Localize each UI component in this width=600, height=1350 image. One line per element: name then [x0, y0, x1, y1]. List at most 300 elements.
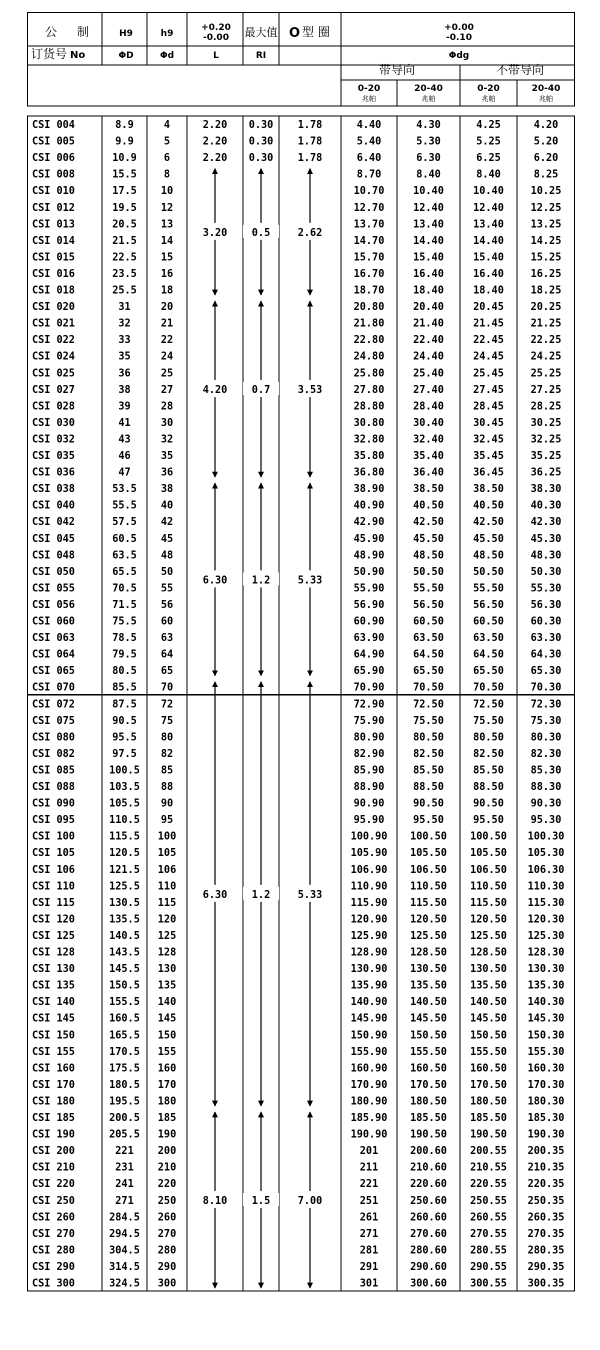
groove-dia-guided-0-20: 70.90 — [353, 682, 385, 694]
groove-dia-unguided-20-40: 115.30 — [527, 897, 565, 909]
groove-dia-unguided-0-20: 300.55 — [470, 1278, 507, 1290]
groove-dia-guided-0-20: 22.80 — [353, 335, 385, 347]
groove-dia-unguided-0-20: 42.50 — [473, 517, 504, 529]
order-number: CSI 006 — [32, 153, 75, 165]
groove-dia-guided-0-20: 48.90 — [353, 550, 385, 562]
bore-diameter: 324.5 — [109, 1278, 140, 1290]
bore-diameter: 271 — [115, 1195, 134, 1207]
length-L: 6.30 — [202, 889, 228, 901]
groove-dia-unguided-20-40: 200.35 — [527, 1146, 565, 1158]
groove-dia-guided-20-40: 70.50 — [413, 682, 444, 694]
groove-dia-guided-20-40: 8.40 — [416, 169, 441, 181]
groove-dia-unguided-0-20: 190.50 — [470, 1129, 507, 1141]
groove-dia-guided-0-20: 72.90 — [353, 699, 385, 711]
order-number: CSI 270 — [32, 1228, 75, 1240]
header-o-ring: 型 圈 — [302, 25, 330, 39]
groove-dia-unguided-20-40: 130.30 — [527, 964, 565, 976]
groove-dia-guided-20-40: 88.50 — [413, 782, 444, 793]
rod-diameter: 24 — [160, 351, 174, 363]
groove-dia-guided-0-20: 180.90 — [350, 1096, 388, 1108]
radius-RI: 1.2 — [251, 889, 271, 901]
groove-dia-guided-20-40: 125.50 — [410, 930, 447, 942]
groove-dia-unguided-20-40: 5.20 — [533, 136, 559, 148]
order-number: CSI 032 — [32, 434, 75, 446]
groove-dia-guided-20-40: 13.40 — [413, 219, 444, 231]
groove-dia-guided-0-20: 95.90 — [353, 815, 385, 827]
rod-diameter: 85 — [160, 765, 174, 777]
group-cell — [197, 169, 328, 295]
bore-diameter: 65.5 — [112, 566, 137, 578]
groove-dia-guided-20-40: 56.50 — [413, 599, 444, 611]
bore-diameter: 10.9 — [112, 153, 137, 165]
groove-dia-unguided-0-20: 106.50 — [470, 864, 507, 876]
o-ring-size: 1.78 — [297, 120, 323, 131]
radius-RI: 0.30 — [248, 153, 274, 165]
groove-dia-guided-20-40: 100.50 — [410, 831, 447, 843]
o-ring-size: 5.33 — [297, 575, 323, 587]
bore-diameter: 32 — [118, 318, 131, 330]
rod-diameter: 22 — [160, 335, 174, 347]
groove-dia-unguided-20-40: 14.25 — [530, 235, 562, 247]
order-number: CSI 115 — [32, 897, 75, 909]
order-number: CSI 040 — [32, 500, 75, 512]
groove-dia-unguided-0-20: 27.45 — [473, 384, 504, 396]
bore-diameter: 19.5 — [112, 202, 137, 214]
order-number: CSI 185 — [32, 1113, 75, 1124]
groove-dia-unguided-0-20: 65.50 — [473, 666, 504, 678]
bore-diameter: 143.5 — [109, 947, 140, 959]
groove-dia-unguided-20-40: 110.30 — [527, 881, 565, 893]
groove-dia-unguided-20-40: 140.30 — [527, 997, 565, 1009]
table-row — [32, 1229, 564, 1240]
rod-diameter: 75 — [160, 715, 174, 727]
groove-dia-unguided-0-20: 170.50 — [470, 1079, 507, 1091]
table-row — [32, 468, 561, 479]
groove-dia-unguided-20-40: 280.35 — [527, 1245, 565, 1257]
groove-dia-guided-0-20: 145.90 — [350, 1013, 388, 1025]
groove-dia-guided-0-20: 201 — [359, 1146, 379, 1158]
rod-diameter: 65 — [160, 666, 174, 678]
bore-diameter: 221 — [115, 1146, 134, 1158]
order-number: CSI 056 — [32, 599, 75, 611]
groove-dia-guided-0-20: 128.90 — [350, 947, 388, 959]
table-row — [32, 749, 561, 760]
pressure-unit: 兆帕 — [362, 95, 376, 103]
order-number: CSI 022 — [32, 335, 75, 347]
pressure-range: 0-20 — [477, 84, 500, 94]
groove-dia-unguided-0-20: 250.55 — [470, 1195, 507, 1207]
groove-dia-unguided-20-40: 290.35 — [527, 1261, 565, 1273]
groove-dia-unguided-20-40: 36.25 — [530, 467, 562, 479]
groove-dia-guided-20-40: 15.40 — [413, 252, 444, 264]
groove-dia-guided-20-40: 128.50 — [410, 947, 447, 959]
groove-dia-guided-20-40: 120.50 — [410, 914, 447, 926]
table-row — [32, 699, 561, 710]
rod-diameter: 135 — [157, 980, 177, 992]
groove-dia-unguided-0-20: 48.50 — [473, 550, 504, 562]
bore-diameter: 15.5 — [112, 169, 137, 181]
bore-diameter: 8.9 — [115, 120, 134, 131]
groove-dia-unguided-0-20: 55.50 — [473, 583, 504, 595]
groove-dia-unguided-0-20: 6.25 — [476, 153, 501, 165]
table-row — [32, 434, 561, 445]
groove-dia-guided-20-40: 65.50 — [413, 666, 444, 678]
bore-diameter: 314.5 — [109, 1261, 140, 1273]
order-number: CSI 120 — [32, 914, 75, 926]
groove-dia-guided-20-40: 130.50 — [410, 964, 447, 976]
o-ring-size: 2.62 — [297, 227, 323, 239]
groove-dia-unguided-0-20: 22.45 — [473, 335, 504, 347]
groove-dia-unguided-20-40: 4.20 — [533, 120, 559, 131]
pressure-unit: 兆帕 — [481, 95, 496, 103]
groove-dia-unguided-0-20: 63.50 — [473, 633, 504, 645]
table-row — [32, 1030, 564, 1041]
order-number: CSI 072 — [32, 699, 75, 711]
groove-dia-guided-20-40: 185.50 — [410, 1113, 447, 1124]
order-number: CSI 048 — [32, 550, 75, 562]
groove-dia-unguided-0-20: 30.45 — [473, 417, 504, 429]
bore-diameter: 150.5 — [109, 980, 140, 992]
groove-dia-unguided-0-20: 100.50 — [470, 831, 507, 843]
rod-diameter: 150 — [157, 1030, 177, 1042]
rod-diameter: 106 — [157, 864, 177, 876]
groove-dia-guided-20-40: 106.50 — [410, 864, 447, 876]
rod-diameter: 36 — [160, 467, 174, 479]
bore-diameter: 160.5 — [109, 1013, 140, 1025]
o-ring-size: 5.33 — [297, 889, 323, 901]
bore-diameter: 195.5 — [109, 1096, 140, 1108]
bore-diameter: 80.5 — [112, 666, 137, 678]
groove-dia-guided-0-20: 5.40 — [356, 136, 382, 148]
order-number: CSI 128 — [32, 947, 75, 959]
groove-dia-guided-0-20: 65.90 — [353, 666, 385, 678]
groove-dia-unguided-20-40: 16.25 — [530, 268, 562, 280]
groove-dia-unguided-0-20: 28.45 — [473, 401, 504, 413]
header-order-no: 订货号 — [31, 47, 68, 61]
groove-dia-guided-20-40: 75.50 — [413, 715, 444, 727]
rod-diameter: 80 — [160, 732, 174, 744]
groove-dia-unguided-0-20: 135.50 — [470, 980, 507, 992]
table-header — [31, 23, 560, 103]
groove-dia-guided-20-40: 270.60 — [410, 1228, 447, 1240]
groove-dia-guided-0-20: 115.90 — [350, 897, 388, 909]
merged-group-cells — [197, 120, 328, 1288]
groove-dia-guided-0-20: 85.90 — [353, 765, 385, 777]
groove-dia-unguided-0-20: 8.40 — [476, 169, 501, 181]
radius-RI: 0.30 — [248, 136, 274, 148]
order-number: CSI 200 — [32, 1146, 75, 1158]
table-row — [32, 683, 561, 694]
table-row — [32, 600, 561, 611]
groove-dia-guided-0-20: 261 — [359, 1212, 379, 1224]
rod-diameter: 82 — [160, 748, 174, 760]
groove-dia-unguided-20-40: 260.35 — [527, 1212, 565, 1224]
groove-dia-unguided-0-20: 155.50 — [470, 1046, 507, 1058]
groove-dia-unguided-20-40: 6.20 — [533, 153, 559, 165]
groove-dia-guided-0-20: 30.80 — [353, 417, 385, 429]
table-row — [32, 319, 561, 330]
groove-dia-guided-20-40: 115.50 — [410, 897, 447, 909]
length-L: 3.20 — [202, 227, 228, 239]
groove-dia-unguided-0-20: 120.50 — [470, 914, 507, 926]
table-row — [32, 153, 558, 164]
bore-diameter: 97.5 — [112, 748, 137, 760]
groove-dia-guided-0-20: 21.80 — [353, 318, 385, 330]
rod-diameter: 15 — [160, 252, 174, 264]
table-row — [32, 765, 561, 776]
table-row — [32, 401, 561, 412]
bore-diameter: 25.5 — [112, 285, 137, 297]
bore-diameter: 22.5 — [112, 252, 137, 264]
rod-diameter: 35 — [160, 451, 174, 462]
header-phi-d: Φd — [159, 51, 175, 61]
pressure-range: 20-40 — [531, 84, 561, 94]
radius-RI: 0.5 — [251, 227, 271, 239]
groove-dia-unguided-20-40: 55.30 — [530, 583, 562, 595]
groove-dia-guided-20-40: 280.60 — [410, 1245, 447, 1257]
bore-diameter: 75.5 — [112, 616, 137, 628]
pressure-unit: 兆帕 — [421, 95, 436, 103]
groove-dia-guided-0-20: 64.90 — [353, 649, 385, 661]
groove-dia-unguided-0-20: 128.50 — [470, 947, 507, 959]
bore-diameter: 105.5 — [109, 798, 140, 810]
bore-diameter: 200.5 — [109, 1113, 140, 1124]
rod-diameter: 185 — [157, 1113, 177, 1124]
groove-dia-guided-20-40: 10.40 — [413, 186, 444, 198]
table-row — [32, 1163, 564, 1174]
bore-diameter: 87.5 — [112, 699, 137, 711]
groove-dia-guided-20-40: 48.50 — [413, 550, 444, 562]
table-row — [32, 170, 558, 181]
groove-dia-guided-0-20: 16.70 — [353, 268, 385, 280]
header-dg-tol-minus: -0.10 — [446, 33, 472, 43]
order-number: CSI 220 — [32, 1179, 75, 1191]
groove-dia-unguided-0-20: 12.40 — [473, 202, 504, 214]
order-number: CSI 110 — [32, 881, 75, 893]
rod-diameter: 280 — [157, 1245, 177, 1257]
groove-dia-guided-20-40: 12.40 — [413, 202, 444, 214]
bore-diameter: 155.5 — [109, 997, 140, 1009]
groove-dia-guided-20-40: 27.40 — [413, 384, 444, 396]
length-L: 2.20 — [202, 136, 228, 148]
header-order-no-suffix: No — [70, 50, 86, 61]
table-row — [32, 666, 561, 677]
rod-diameter: 100 — [157, 831, 177, 843]
groove-dia-unguided-0-20: 14.40 — [473, 235, 504, 247]
groove-dia-unguided-20-40: 210.35 — [527, 1162, 565, 1174]
order-number: CSI 042 — [32, 517, 75, 529]
order-number: CSI 070 — [32, 682, 75, 694]
groove-dia-unguided-20-40: 160.30 — [527, 1063, 565, 1075]
groove-dia-unguided-20-40: 106.30 — [527, 864, 565, 876]
order-number: CSI 065 — [32, 666, 75, 678]
table-row — [32, 269, 561, 280]
bore-diameter: 110.5 — [109, 815, 140, 827]
groove-dia-unguided-0-20: 36.45 — [473, 467, 504, 479]
groove-dia-unguided-0-20: 185.50 — [470, 1113, 507, 1124]
rod-diameter: 14 — [160, 235, 174, 247]
table-row — [32, 550, 561, 561]
rod-diameter: 140 — [157, 997, 177, 1009]
groove-dia-guided-0-20: 14.70 — [353, 235, 385, 247]
order-number: CSI 035 — [32, 451, 75, 462]
groove-dia-unguided-0-20: 64.50 — [473, 649, 504, 661]
length-L: 4.20 — [202, 385, 228, 397]
groove-dia-unguided-0-20: 105.50 — [470, 848, 507, 860]
bore-diameter: 20.5 — [112, 219, 137, 231]
order-number: CSI 130 — [32, 964, 75, 976]
groove-dia-guided-0-20: 4.40 — [356, 120, 382, 131]
groove-dia-unguided-20-40: 28.25 — [530, 401, 562, 413]
table-row — [32, 865, 564, 876]
bore-diameter: 63.5 — [112, 550, 137, 562]
groove-dia-unguided-20-40: 170.30 — [527, 1079, 565, 1091]
order-number: CSI 105 — [32, 848, 75, 860]
order-number: CSI 063 — [32, 633, 75, 645]
groove-dia-guided-20-40: 82.50 — [413, 748, 444, 760]
table-row — [32, 732, 561, 743]
groove-dia-unguided-20-40: 270.35 — [527, 1228, 565, 1240]
order-number: CSI 155 — [32, 1046, 75, 1058]
rod-diameter: 64 — [160, 649, 174, 661]
order-number: CSI 180 — [32, 1096, 75, 1108]
seal-dimension-table — [27, 12, 575, 1326]
groove-dia-guided-0-20: 27.80 — [353, 384, 385, 396]
bore-diameter: 121.5 — [109, 864, 140, 876]
groove-dia-guided-20-40: 95.50 — [413, 815, 444, 827]
groove-dia-unguided-20-40: 21.25 — [530, 318, 562, 330]
bore-diameter: 180.5 — [109, 1079, 140, 1091]
groove-dia-unguided-0-20: 24.45 — [473, 351, 504, 363]
header-tol-minus: -0.00 — [203, 33, 229, 43]
groove-dia-guided-0-20: 60.90 — [353, 616, 385, 628]
bore-diameter: 46 — [118, 451, 131, 462]
order-number: CSI 036 — [32, 467, 75, 479]
bore-diameter: 90.5 — [112, 715, 137, 727]
groove-dia-guided-20-40: 135.50 — [410, 980, 447, 992]
rod-diameter: 110 — [157, 881, 177, 893]
bore-diameter: 304.5 — [109, 1245, 140, 1257]
groove-dia-guided-0-20: 6.40 — [356, 153, 382, 165]
bore-diameter: 130.5 — [109, 897, 140, 909]
groove-dia-unguided-20-40: 100.30 — [527, 831, 565, 843]
groove-dia-unguided-20-40: 65.30 — [530, 666, 562, 678]
rod-diameter: 210 — [157, 1162, 177, 1174]
groove-dia-unguided-20-40: 70.30 — [530, 682, 562, 694]
bore-diameter: 241 — [115, 1179, 134, 1191]
groove-dia-unguided-20-40: 40.30 — [530, 500, 562, 512]
groove-dia-guided-0-20: 211 — [359, 1162, 379, 1174]
order-number: CSI 055 — [32, 583, 75, 595]
table-row — [32, 716, 561, 727]
groove-dia-guided-0-20: 42.90 — [353, 517, 385, 529]
table-row — [32, 633, 561, 644]
rod-diameter: 180 — [157, 1096, 177, 1108]
groove-dia-guided-0-20: 281 — [359, 1245, 379, 1257]
groove-dia-unguided-0-20: 270.55 — [470, 1228, 507, 1240]
rod-diameter: 170 — [157, 1079, 177, 1091]
order-number: CSI 125 — [32, 930, 75, 942]
groove-dia-guided-0-20: 15.70 — [353, 252, 385, 264]
table-row — [32, 368, 561, 379]
groove-dia-guided-0-20: 36.80 — [353, 467, 385, 479]
header-phi-D: ΦD — [118, 51, 134, 61]
bore-diameter: 47 — [118, 467, 131, 479]
groove-dia-unguided-0-20: 220.55 — [470, 1179, 507, 1191]
table-row — [32, 650, 561, 661]
order-number: CSI 300 — [32, 1278, 75, 1290]
groove-dia-guided-0-20: 38.90 — [353, 484, 385, 496]
groove-dia-unguided-20-40: 24.25 — [530, 351, 562, 363]
header-with-guide: 带导向 — [378, 63, 416, 77]
rod-diameter: 105 — [157, 848, 177, 860]
groove-dia-unguided-20-40: 32.25 — [530, 434, 562, 446]
groove-dia-unguided-0-20: 40.50 — [473, 500, 504, 512]
groove-dia-guided-20-40: 14.40 — [413, 235, 444, 247]
rod-diameter: 260 — [157, 1212, 177, 1224]
table-row — [32, 286, 561, 297]
order-number: CSI 010 — [32, 186, 75, 198]
rod-diameter: 115 — [157, 897, 177, 909]
groove-dia-guided-0-20: 221 — [359, 1179, 379, 1191]
order-number: CSI 170 — [32, 1079, 75, 1091]
o-ring-size: 7.00 — [297, 1196, 323, 1208]
order-number: CSI 014 — [32, 235, 75, 247]
groove-dia-unguided-0-20: 18.40 — [473, 285, 504, 297]
table-row — [32, 1262, 564, 1273]
groove-dia-unguided-20-40: 64.30 — [530, 649, 562, 661]
groove-dia-unguided-0-20: 16.40 — [473, 268, 504, 280]
table-row — [32, 302, 561, 313]
groove-dia-guided-20-40: 190.50 — [410, 1129, 447, 1141]
bore-diameter: 103.5 — [109, 782, 140, 793]
rod-diameter: 125 — [157, 930, 177, 942]
groove-dia-unguided-20-40: 145.30 — [527, 1013, 565, 1025]
groove-dia-guided-20-40: 220.60 — [410, 1179, 447, 1191]
groove-dia-guided-0-20: 12.70 — [353, 202, 385, 214]
bore-diameter: 17.5 — [112, 186, 137, 198]
groove-dia-unguided-0-20: 110.50 — [470, 881, 507, 893]
groove-dia-guided-20-40: 35.40 — [413, 451, 444, 462]
groove-dia-guided-0-20: 160.90 — [350, 1063, 388, 1075]
order-number: CSI 290 — [32, 1261, 75, 1273]
o-ring-size: 3.53 — [297, 385, 323, 397]
rod-diameter: 60 — [160, 616, 174, 628]
order-number: CSI 106 — [32, 864, 75, 876]
groove-dia-unguided-0-20: 130.50 — [470, 964, 507, 976]
groove-dia-guided-0-20: 32.80 — [353, 434, 385, 446]
groove-dia-guided-20-40: 38.50 — [413, 484, 444, 496]
groove-dia-unguided-20-40: 13.25 — [530, 219, 562, 231]
order-number: CSI 080 — [32, 732, 75, 744]
groove-dia-guided-0-20: 251 — [359, 1195, 379, 1207]
rod-diameter: 72 — [160, 699, 174, 711]
bore-diameter: 78.5 — [112, 633, 137, 645]
table-row — [32, 832, 564, 843]
rod-diameter: 8 — [163, 169, 171, 181]
table-row — [32, 335, 561, 346]
order-number: CSI 095 — [32, 815, 75, 827]
groove-dia-unguided-0-20: 80.50 — [473, 732, 504, 744]
rod-diameter: 130 — [157, 964, 177, 976]
table-row — [32, 1130, 564, 1141]
order-number: CSI 004 — [32, 120, 75, 131]
rod-diameter: 38 — [160, 484, 174, 496]
order-number: CSI 088 — [32, 782, 75, 793]
groove-dia-unguided-20-40: 75.30 — [530, 715, 562, 727]
groove-dia-unguided-0-20: 15.40 — [473, 252, 504, 264]
groove-dia-guided-0-20: 8.70 — [356, 169, 382, 181]
